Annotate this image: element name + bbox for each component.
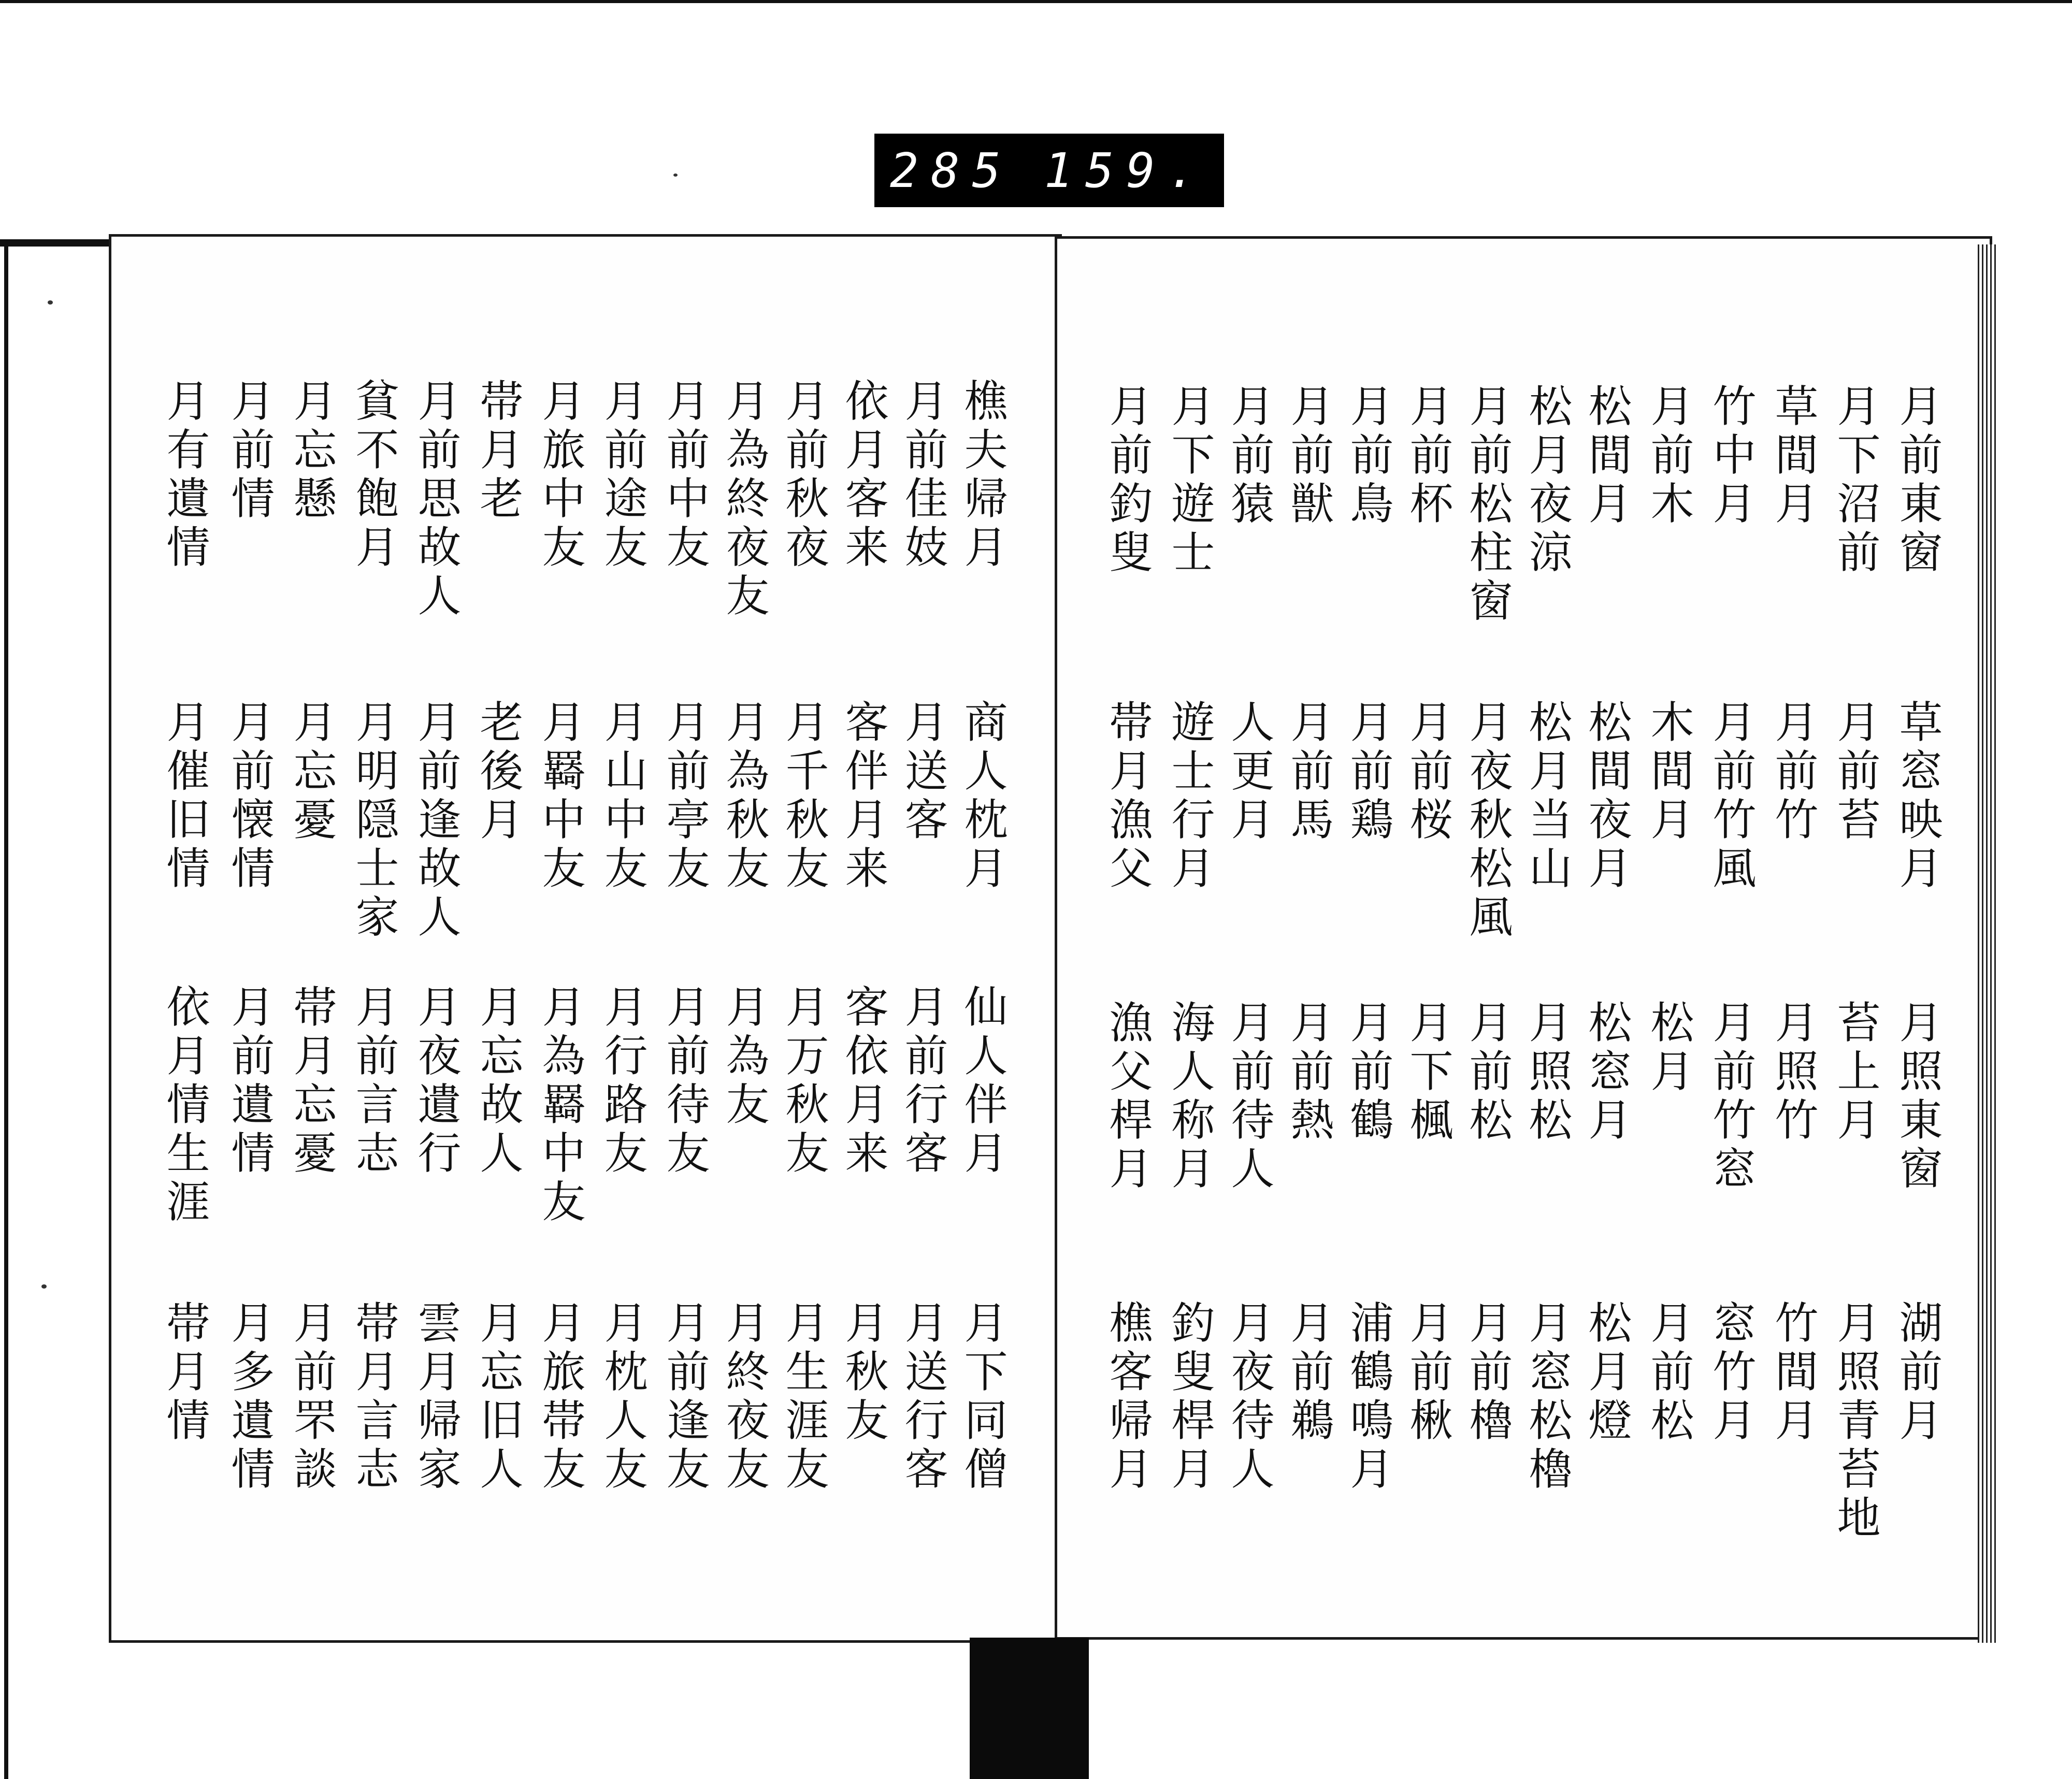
poem-title: 月前待人 (1224, 1000, 1275, 1194)
left-page-number: 285 (889, 142, 1013, 198)
poem-title: 月照東窗 (1892, 1000, 1943, 1194)
poem-title: 月前松 (1644, 1300, 1694, 1446)
poem-title: 月為友 (719, 984, 770, 1130)
poem-title: 客伴月来 (838, 699, 889, 894)
poem-title: 月前鳥 (1343, 383, 1394, 529)
poem-title: 月前木 (1644, 383, 1694, 529)
poem-title: 月忘懸 (286, 378, 337, 524)
poem-title: 釣叟桿月 (1164, 1300, 1215, 1495)
poem-title: 月前佳妓 (898, 378, 948, 573)
poem-title: 月終夜友 (719, 1300, 770, 1495)
top-scan-border (0, 0, 2072, 3)
poem-title: 月夜待人 (1224, 1300, 1275, 1495)
poem-title: 月前竹風 (1706, 699, 1757, 894)
poem-title: 遊士行月 (1164, 699, 1215, 894)
poem-title: 貧不飽月 (349, 378, 399, 573)
poem-title: 浦鶴鳴月 (1343, 1300, 1394, 1495)
poem-title: 月窓松櫓 (1522, 1300, 1573, 1495)
poem-title: 樵客帰月 (1102, 1300, 1153, 1495)
poem-title: 月前竹窓 (1706, 1000, 1757, 1194)
poem-title: 月下同僧 (957, 1300, 1008, 1495)
poem-title: 月前罘談 (286, 1300, 337, 1495)
scan-speck (673, 173, 678, 177)
poem-title: 月夜秋松風 (1462, 699, 1513, 943)
poem-title: 月下遊士 (1164, 383, 1215, 578)
poem-title: 松間月 (1581, 383, 1632, 529)
poem-title: 商人枕月 (957, 699, 1008, 894)
poem-title: 月前遺情 (224, 984, 275, 1179)
poem-title: 月下楓 (1403, 1000, 1454, 1146)
poem-title: 月万秋友 (779, 984, 829, 1179)
poem-title: 月前中友 (659, 378, 710, 573)
poem-title: 漁父桿月 (1102, 1000, 1153, 1194)
poem-title: 月照青苔地 (1830, 1300, 1881, 1543)
poem-title: 松月夜涼 (1522, 383, 1573, 578)
poem-title: 松月 (1644, 1000, 1694, 1097)
poem-title: 月送行客 (898, 1300, 948, 1495)
poem-title: 月前楸 (1403, 1300, 1454, 1446)
poem-title: 松間夜月 (1581, 699, 1632, 894)
poem-title: 帯月忘憂 (286, 984, 337, 1179)
poem-title: 月前桜 (1403, 699, 1454, 845)
poem-title: 月忘旧人 (473, 1300, 524, 1495)
poem-title: 月夜遺行 (411, 984, 462, 1179)
poem-title: 海人称月 (1164, 1000, 1215, 1194)
binding-gutter (970, 1638, 1089, 1779)
poem-title: 月多遺情 (224, 1300, 275, 1495)
poem-title: 月前待友 (659, 984, 710, 1179)
poem-title: 依月情生涯 (160, 984, 210, 1227)
poem-title: 苔上月 (1830, 1000, 1881, 1146)
poem-title: 月下沼前 (1830, 383, 1881, 578)
poem-title: 帯月情 (160, 1300, 210, 1446)
page-stack-edge (1978, 244, 1998, 1643)
poem-title: 湖前月 (1892, 1300, 1943, 1446)
poem-title: 雲月帰家 (411, 1300, 462, 1495)
poem-title: 月前杯 (1403, 383, 1454, 529)
poem-title: 月送客 (898, 699, 948, 845)
poem-title: 帯月言志 (349, 1300, 399, 1495)
poem-title: 月為羇中友 (535, 984, 586, 1227)
scan-speck (41, 1284, 47, 1289)
poem-title: 老後月 (473, 699, 524, 845)
poem-title: 月前秋夜 (779, 378, 829, 573)
poem-title: 帯月老 (473, 378, 524, 524)
scan-speck (48, 300, 53, 305)
left-binding-line (4, 239, 8, 1779)
poem-title: 月山中友 (597, 699, 648, 894)
poem-title: 月前途友 (597, 378, 648, 573)
poem-title: 月前櫓 (1462, 1300, 1513, 1446)
poem-title: 月前鶏 (1343, 699, 1394, 845)
poem-title: 月千秋友 (779, 699, 829, 894)
poem-title: 月前猿 (1224, 383, 1275, 529)
poem-title: 月為終夜友 (719, 378, 770, 621)
poem-title: 月行路友 (597, 984, 648, 1179)
poem-title: 月前松柱窗 (1462, 383, 1513, 627)
poem-title: 月生涯友 (779, 1300, 829, 1495)
poem-title: 月前釣叟 (1102, 383, 1153, 578)
poem-title: 月前懐情 (224, 699, 275, 894)
poem-title: 月前逢友 (659, 1300, 710, 1495)
poem-title: 月前竹 (1768, 699, 1819, 845)
poem-title: 月前東窗 (1892, 383, 1943, 578)
poem-title: 月前情 (224, 378, 275, 524)
top-shadow-line (0, 239, 119, 247)
poem-title: 月照松 (1522, 1000, 1573, 1146)
poem-title: 草窓映月 (1892, 699, 1943, 894)
poem-title: 松月燈 (1581, 1300, 1632, 1446)
poem-title: 月前馬 (1284, 699, 1334, 845)
page-number-label (874, 134, 1224, 207)
poem-title: 月前熱 (1284, 1000, 1334, 1146)
poem-title: 樵夫帰月 (957, 378, 1008, 573)
poem-title: 月忘憂 (286, 699, 337, 845)
right-page-number: 159. (1044, 142, 1209, 198)
poem-title: 月前鵜 (1284, 1300, 1334, 1446)
poem-title: 月為秋友 (719, 699, 770, 894)
poem-title: 竹中月 (1706, 383, 1757, 529)
poem-title: 窓竹月 (1706, 1300, 1757, 1446)
poem-title: 松窓月 (1581, 1000, 1632, 1146)
poem-title: 月忘故人 (473, 984, 524, 1179)
poem-title: 月前思故人 (411, 378, 462, 621)
poem-title: 月前言志 (349, 984, 399, 1179)
poem-title: 帯月漁父 (1102, 699, 1153, 894)
poem-title: 人更月 (1224, 699, 1275, 845)
poem-title: 月前逢故人 (411, 699, 462, 943)
poem-title: 月秋友 (838, 1300, 889, 1446)
poem-title: 依月客来 (838, 378, 889, 573)
poem-title: 客依月来 (838, 984, 889, 1179)
poem-title: 月催旧情 (160, 699, 210, 894)
poem-title: 月前亭友 (659, 699, 710, 894)
poem-title: 松月当山 (1522, 699, 1573, 894)
poem-title: 草間月 (1768, 383, 1819, 529)
poem-title: 月前苔 (1830, 699, 1881, 845)
poem-title: 竹間月 (1768, 1300, 1819, 1446)
poem-title: 月明隠士家 (349, 699, 399, 943)
poem-title: 月前獣 (1284, 383, 1334, 529)
poem-title: 月前行客 (898, 984, 948, 1179)
poem-title: 月旅帯友 (535, 1300, 586, 1495)
poem-title: 月枕人友 (597, 1300, 648, 1495)
poem-title: 月前鶴 (1343, 1000, 1394, 1146)
poem-title: 月照竹 (1768, 1000, 1819, 1146)
poem-title: 木間月 (1644, 699, 1694, 845)
poem-title: 月前松 (1462, 1000, 1513, 1146)
poem-title: 月旅中友 (535, 378, 586, 573)
poem-title: 仙人伴月 (957, 984, 1008, 1179)
poem-title: 月羇中友 (535, 699, 586, 894)
poem-title: 月有遺情 (160, 378, 210, 573)
